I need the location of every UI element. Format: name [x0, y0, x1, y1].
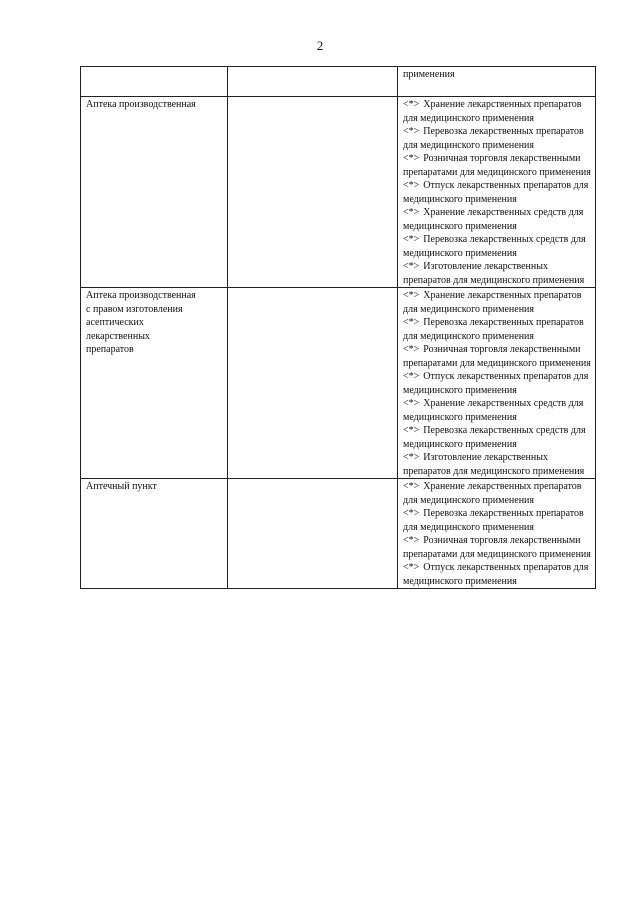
activities-cell: [398, 479, 596, 589]
activity-marker: <*>: [403, 290, 420, 301]
activity-item: <*> Розничная торговля лекарственными препаратами для медицинского применения: [403, 344, 591, 369]
activity-item: <*> Розничная торговля лекарственными препаратами для медицинского применения: [403, 153, 591, 178]
activity-marker: <*>: [403, 452, 420, 463]
activity-marker: <*>: [403, 508, 420, 519]
activity-item: <*> Хранение лекарственных препаратов для медицинского применения: [403, 290, 582, 315]
activity-item: <*> Хранение лекарственных средств для медицинского применения: [403, 398, 584, 423]
activity-marker: <*>: [403, 207, 420, 218]
activities-cell: [398, 288, 596, 479]
page-number: 2: [316, 38, 324, 53]
activity-item: <*> Хранение лекарственных препаратов для медицинского применения: [403, 99, 582, 124]
activity-item: <*> Перевозка лекарственных средств для медицинского применения: [403, 234, 586, 259]
activity-marker: <*>: [403, 562, 420, 573]
table-row: [81, 288, 596, 479]
table-row: [81, 479, 596, 589]
activity-item: <*> Изготовление лекарственных препаратов для медицинского применения: [403, 452, 585, 477]
activity-marker: <*>: [403, 344, 420, 355]
middle-cell-empty: [228, 67, 398, 97]
activity-item: <*> Перевозка лекарственных препаратов для медицинского применения: [403, 508, 584, 533]
type-cell-empty: [81, 67, 228, 97]
table-row: [81, 97, 596, 288]
activity-item: <*> Отпуск лекарственных препаратов для медицинского применения: [403, 180, 589, 205]
activity-marker: <*>: [403, 371, 420, 382]
activity-marker: <*>: [403, 481, 420, 492]
activity-item: <*> Перевозка лекарственных препаратов для медицинского применения: [403, 126, 584, 151]
activity-item: <*> Отпуск лекарственных препаратов для медицинского применения: [403, 371, 589, 396]
activity-marker: <*>: [403, 398, 420, 409]
activity-item: <*> Перевозка лекарственных препаратов для медицинского применения: [403, 317, 584, 342]
activity-item: <*> Розничная торговля лекарственными препаратами для медицинского применения: [403, 535, 591, 560]
activity-item: <*> Перевозка лекарственных средств для медицинского применения: [403, 425, 586, 450]
pharmacy-type-cell: Аптечный пункт: [81, 479, 228, 589]
activities-cell: [398, 67, 596, 97]
activity-marker: <*>: [403, 261, 420, 272]
activity-marker: <*>: [403, 99, 420, 110]
activity-marker: <*>: [403, 425, 420, 436]
activity-item: <*> Отпуск лекарственных препаратов для медицинского применения: [403, 562, 589, 587]
activity-continuation-text: применения: [403, 69, 455, 80]
activity-marker: <*>: [403, 535, 420, 546]
activity-item: <*> Хранение лекарственных препаратов для медицинского применения: [403, 481, 582, 506]
middle-cell-empty: [228, 288, 398, 479]
middle-cell-empty: [228, 479, 398, 589]
table-row-continuation: [81, 67, 596, 97]
activities-cell: [398, 97, 596, 288]
activity-marker: <*>: [403, 234, 420, 245]
pharmacy-type-cell: Аптека производственная с правом изготовления асептических лекарственных препаратов: [81, 288, 228, 479]
activity-marker: <*>: [403, 153, 420, 164]
activity-item: <*> Хранение лекарственных средств для медицинского применения: [403, 207, 584, 232]
activity-marker: <*>: [403, 126, 420, 137]
activity-item: <*> Изготовление лекарственных препаратов для медицинского применения: [403, 261, 585, 286]
pharmacy-activities-table: [80, 66, 596, 589]
pharmacy-type-cell: Аптека производственная: [81, 97, 228, 288]
activity-marker: <*>: [403, 317, 420, 328]
middle-cell-empty: [228, 97, 398, 288]
activity-marker: <*>: [403, 180, 420, 191]
